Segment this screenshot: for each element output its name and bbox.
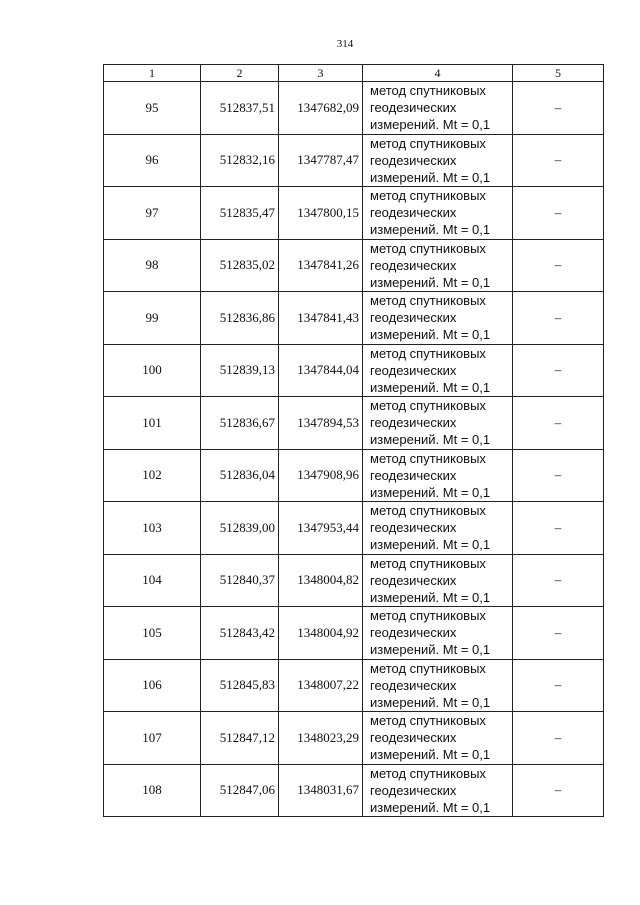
point-number-cell: 97 <box>104 187 201 240</box>
method-line: геодезических <box>370 257 457 273</box>
method-line: геодезических <box>370 467 457 483</box>
point-number-cell: 100 <box>104 344 201 397</box>
note-cell: – <box>513 659 604 712</box>
note-cell: – <box>513 82 604 135</box>
method-line: метод спутниковых <box>370 660 486 676</box>
x-coordinate-cell: 512840,37 <box>201 554 279 607</box>
x-coordinate-cell: 512836,86 <box>201 292 279 345</box>
method-line: геодезических <box>370 152 457 168</box>
method-cell <box>363 292 513 345</box>
method-line: метод спутниковых <box>370 398 486 414</box>
x-coordinate-cell: 512839,00 <box>201 502 279 555</box>
note-cell: – <box>513 554 604 607</box>
header-col-4: 4 <box>363 65 513 82</box>
note-cell: – <box>513 397 604 450</box>
method-line: геодезических <box>370 100 457 116</box>
method-line: метод спутниковых <box>370 713 486 729</box>
table-row <box>104 659 604 712</box>
note-cell: – <box>513 502 604 555</box>
table-row <box>104 554 604 607</box>
method-line: метод спутниковых <box>370 555 486 571</box>
method-line: геодезических <box>370 572 457 588</box>
note-cell: – <box>513 187 604 240</box>
table-row <box>104 397 604 450</box>
note-cell: – <box>513 607 604 660</box>
y-coordinate-cell: 1347787,47 <box>279 134 363 187</box>
point-number-cell: 107 <box>104 712 201 765</box>
method-line: метод спутниковых <box>370 83 486 99</box>
header-row <box>104 65 604 82</box>
method-line: геодезических <box>370 415 457 431</box>
note-cell: – <box>513 344 604 397</box>
point-number-cell: 105 <box>104 607 201 660</box>
method-line: геодезических <box>370 782 457 798</box>
method-line: метод спутниковых <box>370 293 486 309</box>
method-cell <box>363 187 513 240</box>
point-number-cell: 104 <box>104 554 201 607</box>
point-number-cell: 101 <box>104 397 201 450</box>
method-line: метод спутниковых <box>370 608 486 624</box>
method-line: измерений. Mt = 0,1 <box>370 799 491 815</box>
y-coordinate-cell: 1348004,82 <box>279 554 363 607</box>
method-line: геодезических <box>370 730 457 746</box>
table-row <box>104 764 604 817</box>
y-coordinate-cell: 1348031,67 <box>279 764 363 817</box>
method-line: геодезических <box>370 677 457 693</box>
y-coordinate-cell: 1347841,43 <box>279 292 363 345</box>
table-row <box>104 292 604 345</box>
method-line: метод спутниковых <box>370 765 486 781</box>
x-coordinate-cell: 512847,12 <box>201 712 279 765</box>
table-row <box>104 502 604 555</box>
method-cell <box>363 554 513 607</box>
method-cell <box>363 712 513 765</box>
table-row <box>104 239 604 292</box>
method-line: измерений. Mt = 0,1 <box>370 327 491 343</box>
method-line: геодезических <box>370 310 457 326</box>
header-col-3: 3 <box>279 65 363 82</box>
table-row <box>104 187 604 240</box>
method-cell <box>363 397 513 450</box>
point-number-cell: 99 <box>104 292 201 345</box>
method-cell <box>363 607 513 660</box>
x-coordinate-cell: 512836,04 <box>201 449 279 502</box>
point-number-cell: 108 <box>104 764 201 817</box>
method-line: геодезических <box>370 625 457 641</box>
table-body <box>104 82 604 817</box>
method-line: метод спутниковых <box>370 240 486 256</box>
x-coordinate-cell: 512835,47 <box>201 187 279 240</box>
x-coordinate-cell: 512845,83 <box>201 659 279 712</box>
method-cell <box>363 502 513 555</box>
note-cell: – <box>513 764 604 817</box>
method-cell <box>363 449 513 502</box>
x-coordinate-cell: 512839,13 <box>201 344 279 397</box>
method-line: метод спутниковых <box>370 135 486 151</box>
y-coordinate-cell: 1348007,22 <box>279 659 363 712</box>
y-coordinate-cell: 1347682,09 <box>279 82 363 135</box>
method-line: геодезических <box>370 362 457 378</box>
method-cell <box>363 344 513 397</box>
header-col-5: 5 <box>513 65 604 82</box>
y-coordinate-cell: 1347908,96 <box>279 449 363 502</box>
method-line: метод спутниковых <box>370 345 486 361</box>
method-cell <box>363 82 513 135</box>
method-line: измерений. Mt = 0,1 <box>370 484 491 500</box>
method-line: метод спутниковых <box>370 188 486 204</box>
method-line: измерений. Mt = 0,1 <box>370 589 491 605</box>
note-cell: – <box>513 239 604 292</box>
y-coordinate-cell: 1348004,92 <box>279 607 363 660</box>
x-coordinate-cell: 512835,02 <box>201 239 279 292</box>
method-cell <box>363 659 513 712</box>
point-number-cell: 106 <box>104 659 201 712</box>
note-cell: – <box>513 449 604 502</box>
method-line: измерений. Mt = 0,1 <box>370 432 491 448</box>
method-line: измерений. Mt = 0,1 <box>370 274 491 290</box>
table-row <box>104 449 604 502</box>
method-line: измерений. Mt = 0,1 <box>370 747 491 763</box>
point-number-cell: 103 <box>104 502 201 555</box>
x-coordinate-cell: 512832,16 <box>201 134 279 187</box>
point-number-cell: 95 <box>104 82 201 135</box>
note-cell: – <box>513 712 604 765</box>
method-line: геодезических <box>370 205 457 221</box>
table-header <box>104 65 604 82</box>
method-line: измерений. Mt = 0,1 <box>370 694 491 710</box>
point-number-cell: 98 <box>104 239 201 292</box>
y-coordinate-cell: 1347841,26 <box>279 239 363 292</box>
note-cell: – <box>513 292 604 345</box>
method-line: геодезических <box>370 520 457 536</box>
header-col-1: 1 <box>104 65 201 82</box>
x-coordinate-cell: 512836,67 <box>201 397 279 450</box>
y-coordinate-cell: 1347894,53 <box>279 397 363 450</box>
coordinates-table <box>103 64 604 817</box>
method-cell <box>363 134 513 187</box>
method-line: измерений. Mt = 0,1 <box>370 117 491 133</box>
method-line: измерений. Mt = 0,1 <box>370 537 491 553</box>
x-coordinate-cell: 512847,06 <box>201 764 279 817</box>
y-coordinate-cell: 1347800,15 <box>279 187 363 240</box>
table-row <box>104 82 604 135</box>
table-row <box>104 344 604 397</box>
method-line: измерений. Mt = 0,1 <box>370 379 491 395</box>
table-row <box>104 712 604 765</box>
method-line: измерений. Mt = 0,1 <box>370 222 491 238</box>
method-line: метод спутниковых <box>370 503 486 519</box>
x-coordinate-cell: 512843,42 <box>201 607 279 660</box>
header-col-2: 2 <box>201 65 279 82</box>
x-coordinate-cell: 512837,51 <box>201 82 279 135</box>
method-line: измерений. Mt = 0,1 <box>370 169 491 185</box>
page-number: 314 <box>336 38 354 50</box>
method-cell <box>363 239 513 292</box>
y-coordinate-cell: 1347844,04 <box>279 344 363 397</box>
point-number-cell: 96 <box>104 134 201 187</box>
y-coordinate-cell: 1347953,44 <box>279 502 363 555</box>
method-cell <box>363 764 513 817</box>
table-row <box>104 134 604 187</box>
method-line: измерений. Mt = 0,1 <box>370 642 491 658</box>
point-number-cell: 102 <box>104 449 201 502</box>
table-row <box>104 607 604 660</box>
note-cell: – <box>513 134 604 187</box>
method-line: метод спутниковых <box>370 450 486 466</box>
y-coordinate-cell: 1348023,29 <box>279 712 363 765</box>
